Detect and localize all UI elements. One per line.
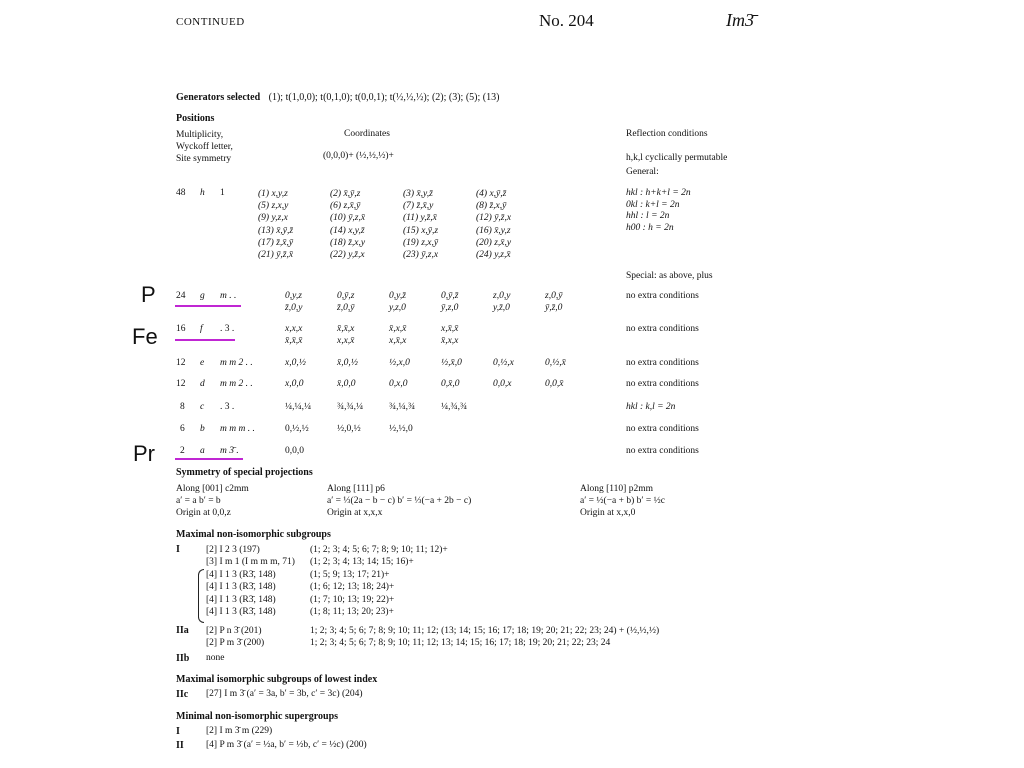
wyckoff-6b-mult: 6 [180,424,185,434]
positions-left-header [176,129,233,165]
wyckoff-2a-letter: a [200,446,205,456]
subgroup-iia-ops: 1; 2; 3; 4; 5; 6; 7; 8; 9; 10; 11; 12; (13; 14; 15; 16; 17; 18; 19; 20; 21; 22; 23; 24) + (½,½,½) 1; 2; 3; 4; 5; 6; 7; 8; 9; 10; 11; 12; 13; 14; 15; 16; 17; 18; 19; 20; 21; 22; 23; 24 [310,626,660,649]
highlight-underline-24g [175,305,241,307]
special-header: Special: as above, plus [626,271,713,281]
wyckoff-16f-mult: 16 [176,324,186,334]
wyckoff-12d-sym: m m 2 . . [220,379,253,389]
projection-001: Along [001] c2mm a′ = a b′ = b Origin at 0,0,z [176,484,249,518]
wyckoff-8c-mult: 8 [180,402,185,412]
general-col-4 [476,188,511,261]
wyckoff-24g-coords: 0,y,z 0,ȳ,z 0,y,z̄ 0,ȳ,z̄ z,0,y z,0,ȳ z̄,0,y z̄,0,ȳ y,z,0 ȳ,z,0 y,z̄,0 ȳ,z̄,0 [285,291,563,313]
wyckoff-12e-mult: 12 [176,358,186,368]
general-sym: 1 [220,188,225,198]
subgroup-brace [198,569,204,623]
general-coord: (23) ȳ,z,x [403,250,439,261]
supergroup-type-ii: II [176,740,184,751]
general-condition: hhl : l = 2n [626,211,670,221]
wyckoff-2a-coords: 0,0,0 [285,446,304,456]
general-condition: 0kl : k+l = 2n [626,199,680,210]
subgroup-type-iic: IIc [176,689,189,700]
atom-label-p: P [141,282,156,307]
general-coord: (3) x̄,y,z̄ [403,189,433,199]
wyckoff-2a-mult: 2 [180,446,185,456]
highlight-underline-2a [175,458,243,460]
wyckoff-16f-sym: . 3 . [220,324,235,334]
subgroup-type-iib: IIb [176,653,190,664]
wyckoff-8c-coords: ¼,¼,¼ ¾,¾,¼ ¾,¼,¾ ¼,¾,¾ [285,402,468,412]
projection-110: Along [110] p2mm a′ = ½(−a + b) b′ = ½c Origin at x,x,0 [580,484,665,518]
supergroup-i-text: [2] I m 3̄ m (229) [206,726,273,736]
reflection-header: Reflection conditions [626,129,708,139]
reflection-sub1: h,k,l cyclically permutable [626,153,728,163]
general-coord: (21) ȳ,z̄,x̄ [258,250,294,261]
wyckoff-16f-cond: no extra conditions [626,324,699,334]
atom-label-pr: Pr [133,441,155,466]
subgroup-iia-list: [2] P n 3̄ (201) [2] P m 3̄ (200) [206,626,265,649]
general-condition: hkl : h+k+l = 2n [626,188,691,198]
maximal-noniso-title: Maximal non-isomorphic subgroups [176,529,331,540]
wyckoff-12e-coords: x,0,½ x̄,0,½ ½,x,0 ½,x̄,0 0,½,x 0,½,x̄ [285,358,566,368]
wyckoff-24g-sym: m . . [220,291,237,301]
generators-line [176,92,499,103]
general-coord: (2) x̄,ȳ,z [330,189,361,199]
general-coord: (17) z̄,x̄,ȳ [258,237,294,248]
supergroup-type-i: I [176,726,180,737]
projections-title: Symmetry of special projections [176,467,313,478]
wyckoff-24g-letter: g [200,291,205,301]
general-mult: 48 [176,188,186,198]
group-number: No. 204 [539,11,594,30]
positions-title: Positions [176,113,215,124]
general-coord: (4) x,ȳ,z̄ [476,189,507,199]
wyckoff-6b-coords: 0,½,½ ½,0,½ ½,½,0 [285,424,413,434]
coordinates-sub: (0,0,0)+ (½,½,½)+ [323,151,394,161]
highlight-underline-16f [175,339,235,341]
header-wyckoff: Wyckoff letter, [176,142,233,152]
wyckoff-6b-sym: m m m . . [220,424,255,434]
general-col-3 [403,188,438,261]
wyckoff-24g-mult: 24 [176,291,186,301]
general-coord: (5) z,x,y [258,201,289,212]
wyckoff-12d-letter: d [200,379,205,389]
wyckoff-12e-sym: m m 2 . . [220,358,253,368]
wyckoff-8c-cond: hkl : k,l = 2n [626,402,676,412]
general-coord: (22) y,z̄,x [330,250,365,261]
header-multiplicity: Multiplicity, [176,130,224,140]
atom-label-fe: Fe [132,324,158,349]
wyckoff-24g-cond: no extra conditions [626,291,699,301]
supergroup-ii-text: [4] P m 3̄ (a′ = ½a, b′ = ½b, c′ = ½c) (200) [206,740,367,750]
subgroup-type-i: I [176,544,180,555]
wyckoff-6b-cond: no extra conditions [626,424,699,434]
subgroup-iib-text: none [206,653,225,663]
subgroup-i-ops: (1; 2; 3; 4; 5; 6; 7; 8; 9; 10; 11; 12)+ (1; 2; 3; 4; 13; 14; 15; 16)+ (1; 5; 9; 13; 17; 21)+ (1; 6; 12; 13; 18; 24)+ (1; 7; 10; 13; 19; 22)+ (1; 8; 11; 13; 20; 23)+ [310,545,448,618]
wyckoff-12d-mult: 12 [176,379,186,389]
maximal-iso-title: Maximal isomorphic subgroups of lowest index [176,674,378,685]
general-coord: (14) x,y,z̄ [330,225,365,236]
minimal-super-title: Minimal non-isomorphic supergroups [176,711,339,722]
generators-label: Generators selected [176,92,261,103]
wyckoff-12d-coords: x,0,0 x̄,0,0 0,x,0 0,x̄,0 0,0,x 0,0,x̄ [285,379,564,389]
coordinates-header: Coordinates [344,129,390,139]
wyckoff-12e-cond: no extra conditions [626,358,699,368]
general-conditions [626,188,691,234]
general-coord: (19) z,x,ȳ [403,237,439,248]
general-coord: (18) z̄,x,y [330,237,366,248]
wyckoff-2a-sym: m 3̄ . [220,446,239,456]
subgroup-iic-text: [27] I m 3̄ (a′ = 3a, b′ = 3b, c′ = 3c) (204) [206,689,363,699]
wyckoff-8c-letter: c [200,402,205,412]
general-coord: (10) ȳ,z,x̄ [330,213,366,224]
wyckoff-6b-letter: b [200,424,205,434]
wyckoff-16f-letter: f [200,324,203,334]
wyckoff-16f-coords: x,x,x x̄,x̄,x x̄,x,x̄ x,x̄,x̄ x̄,x̄,x̄ x,x,x̄ x,x̄,x x̄,x,x [285,324,459,346]
general-coord: (12) ȳ,z̄,x [476,213,512,224]
wyckoff-8c-sym: . 3 . [220,402,235,412]
general-col-1 [258,188,293,261]
general-coord: (15) x,ȳ,z [403,225,439,236]
general-coord: (7) z̄,x̄,y [403,201,434,212]
general-condition: h00 : h = 2n [626,222,674,233]
header-site-symmetry: Site symmetry [176,154,232,164]
group-symbol: Im3̄ [726,10,754,30]
subgroup-i-list: [2] I 2 3 (197) [3] I m 1 (I m m m, 71) [4] I 1 3 (R3̄, 148) [4] I 1 3 (R3̄, 148) [4] I 1 3 (R3̄, 148) [4] I 1 3 (R3̄, 148) [206,545,295,618]
general-col-2 [330,188,365,261]
general-coord: (20) z,x̄,y [476,237,512,248]
general-coord: (6) z,x̄,ȳ [330,201,361,212]
general-coord: (1) x,y,z [258,189,288,199]
general-coord: (11) y,z̄,x̄ [403,213,437,224]
wyckoff-12d-cond: no extra conditions [626,379,699,389]
general-coord: (8) z̄,x,ȳ [476,201,507,212]
general-coord: (13) x̄,ȳ,z̄ [258,225,294,236]
general-coord: (16) x̄,y,z [476,225,511,236]
general-coord: (9) y,z,x [258,213,288,224]
generators-text: (1); t(1,0,0); t(0,1,0); t(0,0,1); t(½,½,½); (2); (3); (5); (13) [268,92,500,103]
continued-label: CONTINUED [176,16,245,28]
reflection-sub2: General: [626,167,659,177]
wyckoff-2a-cond: no extra conditions [626,446,699,456]
general-letter: h [200,188,205,198]
projection-111: Along [111] p6 a′ = ⅓(2a − b − c) b′ = ⅓(−a + 2b − c) Origin at x,x,x [327,484,472,518]
general-coord: (24) y,z,x̄ [476,250,511,261]
wyckoff-12e-letter: e [200,358,205,368]
subgroup-type-iia: IIa [176,625,189,636]
